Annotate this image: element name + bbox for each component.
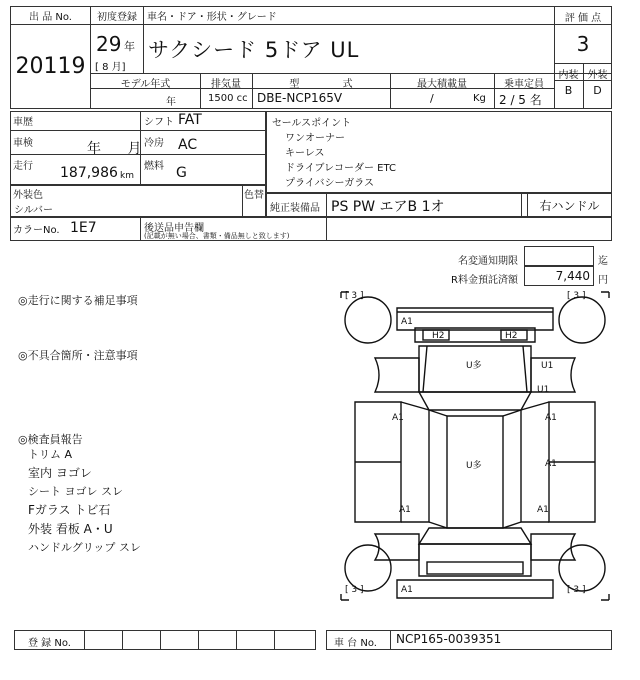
repaint-label: 色替 — [244, 190, 264, 201]
lot-number: 20119 — [15, 54, 86, 79]
inspector-line-1: トリム A — [28, 448, 73, 461]
fuel-label: 燃料 — [144, 161, 164, 172]
max-load-label: 最大積載量 — [417, 79, 467, 90]
doc-label: 後送品申告欄 — [144, 223, 204, 234]
mark-fender-right-1: U1 — [541, 361, 554, 371]
inspector-title: ◎検査員報告 — [18, 433, 83, 446]
mark-rear-bumper: A1 — [401, 585, 413, 595]
inspector-line-6: ハンドルグリップ スレ — [28, 541, 141, 554]
displacement: 1500 cc — [208, 93, 248, 104]
sales-point-1: ワンオーナー — [285, 133, 345, 144]
first-reg-year-unit: 年 — [124, 40, 135, 53]
mileage-label: 走行 — [13, 161, 33, 172]
tire-fl-label: [ 3 ] — [345, 291, 364, 301]
exterior-label: 外装 — [587, 70, 608, 81]
first-reg-year: 29 — [96, 32, 122, 56]
recycle-fee: 7,440 — [555, 269, 590, 283]
car-name: サクシード 5ドア UL — [148, 38, 360, 62]
change-deadline-label: 名変通知期限 — [458, 256, 518, 267]
mark-rear-qtr-left: A1 — [399, 505, 411, 515]
inspector-line-2: 室内 ヨゴレ — [28, 466, 92, 480]
sales-point-3: ドライブレコーダー ETC — [285, 163, 397, 174]
doc-note: (記載が無い場合、書類・備品無しと致します) — [144, 232, 290, 240]
mark-front-door-left: A1 — [392, 413, 404, 423]
grade-value: 3 — [576, 32, 590, 56]
inspection-label: 車検 — [13, 138, 33, 149]
color-no-box — [10, 217, 612, 241]
inspector-line-4: Fガラス トビ石 — [28, 503, 111, 517]
model-label: 型 式 — [289, 79, 353, 90]
model: DBE-NCP165V — [257, 91, 343, 105]
interior-grade: B — [564, 84, 573, 97]
capacity-label: 乗車定員 — [504, 79, 544, 90]
ac-label: 冷房 — [144, 138, 164, 149]
mark-front-door-right: A1 — [545, 413, 557, 423]
mark-roof: U多 — [466, 461, 482, 471]
defects-notes-title: ◎不具合箇所・注意事項 — [18, 349, 138, 362]
ext-color-label: 外装色 — [13, 190, 43, 201]
equipment: PS PW エアB 1オ — [331, 199, 445, 215]
inspector-line-5: 外装 看板 A・U — [28, 522, 113, 536]
chassis-label: 車 台 No. — [334, 638, 377, 649]
sales-point-4: プライバシーガラス — [285, 178, 374, 189]
recycle-label: R料金預託済額 — [451, 275, 518, 286]
mark-fender-right-2: U1 — [537, 385, 550, 395]
exterior-grade: D — [593, 84, 602, 97]
capacity: 2 / 5 名 — [499, 93, 542, 107]
recycle-unit: 円 — [598, 275, 608, 286]
tire-rr-label: [ 3 ] — [567, 585, 586, 595]
interior-label: 内装 — [558, 70, 579, 81]
car-name-label: 車名・ドア・形状・グレード — [147, 12, 277, 23]
car-damage-diagram — [335, 286, 615, 606]
grade-label: 評 価 点 — [564, 13, 602, 24]
sales-point-2: キーレス — [285, 148, 325, 159]
max-load-unit: Kg — [473, 93, 486, 104]
mileage-unit: km — [120, 171, 134, 181]
model-year-unit: 年 — [166, 97, 176, 108]
ac: AC — [178, 137, 198, 153]
sales-label: セールスポイント — [272, 118, 352, 129]
shift: FAT — [178, 112, 202, 128]
tire-rl-label: [ 3 ] — [345, 585, 364, 595]
mileage: 187,986 — [60, 165, 118, 181]
ext-color: シルバー — [14, 205, 54, 216]
change-deadline-unit: 迄 — [598, 256, 608, 267]
history-label: 車歴 — [13, 117, 33, 128]
model-year-label: モデル年式 — [120, 79, 171, 90]
mark-headlight-left: H2 — [432, 331, 445, 341]
displacement-label: 排気量 — [211, 79, 241, 90]
handle-position: 右ハンドル — [539, 199, 600, 213]
mark-hood: U多 — [466, 361, 482, 371]
equipment-label: 純正装備品 — [270, 203, 320, 214]
mark-headlight-right: H2 — [505, 331, 518, 341]
reg-no-label: 登 録 No. — [28, 638, 71, 649]
mark-rear-qtr-right: A1 — [537, 505, 549, 515]
fuel: G — [176, 165, 187, 181]
change-deadline-box — [524, 246, 594, 266]
mark-front-bumper: A1 — [401, 317, 413, 327]
first-reg-month: [ 8 月] — [95, 62, 126, 73]
max-load: / — [430, 92, 434, 105]
chassis-no: NCP165-0039351 — [396, 632, 502, 646]
color-no: 1E7 — [70, 220, 97, 236]
first-reg-label: 初度登録 — [97, 12, 137, 23]
shift-label: シフト — [144, 117, 174, 128]
inspector-line-3: シート ヨゴレ スレ — [28, 485, 123, 498]
color-no-label: カラーNo. — [13, 225, 60, 236]
tire-fr-label: [ 3 ] — [567, 291, 586, 301]
mark-rear-door-right: A1 — [545, 459, 557, 469]
lot-label: 出 品 No. — [29, 12, 72, 23]
inspection-value: 年 月 — [87, 141, 142, 157]
driving-notes-title: ◎走行に関する補足事項 — [18, 294, 138, 307]
